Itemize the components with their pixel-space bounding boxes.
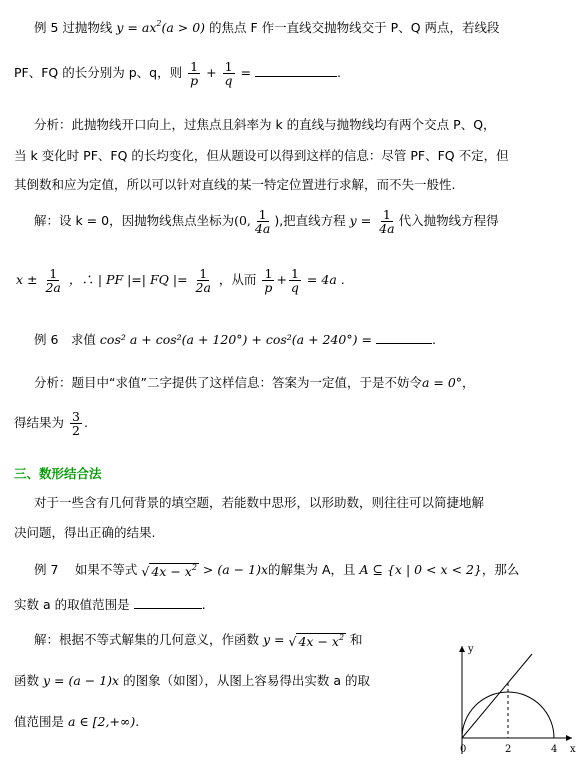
ex5-analysis-2: 当 k 变化时 PF、FQ 的长均变化，但从题设可以得到这样的信息：尽管 PF、FQ 不定，但 — [14, 148, 509, 163]
ex7-solution-2: 函数 y = (a − 1)x 的图象（如图），从图上容易得出实数 a 的取 — [14, 673, 370, 688]
section-heading: 三、数形结合法 — [14, 466, 102, 481]
ex6-question: 例 6 求值 cos² a + cos²(a + 120°) + cos²(a + 240°) = . — [34, 332, 436, 347]
section-intro-1: 对于一些含有几何背景的填空题，若能数中思形，以形助数，则往往可以简捷地解 — [34, 495, 485, 510]
ex7-question-1: 例 7 如果不等式 √ $4x - x^2 > (a - 1)x$的解集为 A，且 A ⊆ {x | 0 < x < 2}，那么 — [34, 562, 520, 579]
graph-figure — [440, 640, 580, 767]
ex5-intro-rest: 的焦点 F 作一直线交抛物线交于 P、Q 两点，若线段 — [209, 20, 500, 35]
y-label: y — [468, 644, 474, 655]
ex7-solution-3: 值范围是 a ∈ [2,+∞). — [14, 714, 140, 729]
ex5-solution-2: x ± $\frac{1}{2a}$ ，∴ | PF |=| FQ |= $\frac{1}{2a}$ ，从而 $\frac{1}{p}$ + $\frac{1}{q}$ = 4a . — [16, 266, 345, 296]
tick-4-label: 4 — [551, 744, 558, 755]
answer-blank[interactable] — [255, 76, 337, 77]
ex5-analysis-1: 分析：此抛物线开口向上，过焦点且斜率为 k 的直线与抛物线均有两个交点 P、Q， — [34, 117, 496, 132]
ex5-parabola: $y = ax^2(a > 0)$ — [116, 19, 206, 35]
ex7-solution-1: 解：根据不等式解集的几何意义，作函数 y = √ $4x - x^2$ 和 — [34, 632, 363, 649]
graph-svg — [440, 640, 580, 764]
answer-blank[interactable] — [376, 343, 432, 344]
line-y-a-1-x — [462, 654, 532, 738]
ex7-question-2: 实数 a 的取值范围是 . — [14, 597, 206, 612]
x-label: x — [570, 744, 576, 755]
x-axis-arrow — [566, 735, 572, 741]
ex6-analysis: 分析：题目中“求值”二字提供了这样信息：答案为一定值，于是不妨令a = 0°， — [34, 375, 475, 390]
ex5-line1 — [0, 18, 500, 36]
ex5-line2: PF、FQ 的长分别为 p、q，则 $\frac{1}{p}$ + $\frac{1}{q}$ = . — [14, 59, 341, 89]
ex5-solution-1: 解：设 k = 0，因抛物线焦点坐标为(0, $\frac{1}{4a}$ ),把直线方程 y = $\frac{1}{4a}$ 代入抛物线方程得 — [34, 207, 499, 237]
origin-label: 0 — [460, 744, 467, 755]
tick-2-label: 2 — [505, 744, 512, 755]
y-axis-arrow — [459, 646, 465, 652]
fraction: $\frac{1}{q}$ — [224, 59, 233, 89]
ex5-analysis-3: 其倒数和应为定值，所以可以针对直线的某一特定位置进行求解，而不失一般性. — [14, 177, 456, 192]
fraction: $\frac{1}{p}$ — [190, 59, 199, 89]
section-intro-2: 决问题，得出正确的结果. — [14, 525, 156, 540]
answer-blank[interactable] — [134, 608, 202, 609]
ex5-intro: 例 5 过抛物线 — [34, 20, 113, 35]
ex6-result: 得结果为 $\frac{3}{2}$ . — [14, 409, 88, 439]
